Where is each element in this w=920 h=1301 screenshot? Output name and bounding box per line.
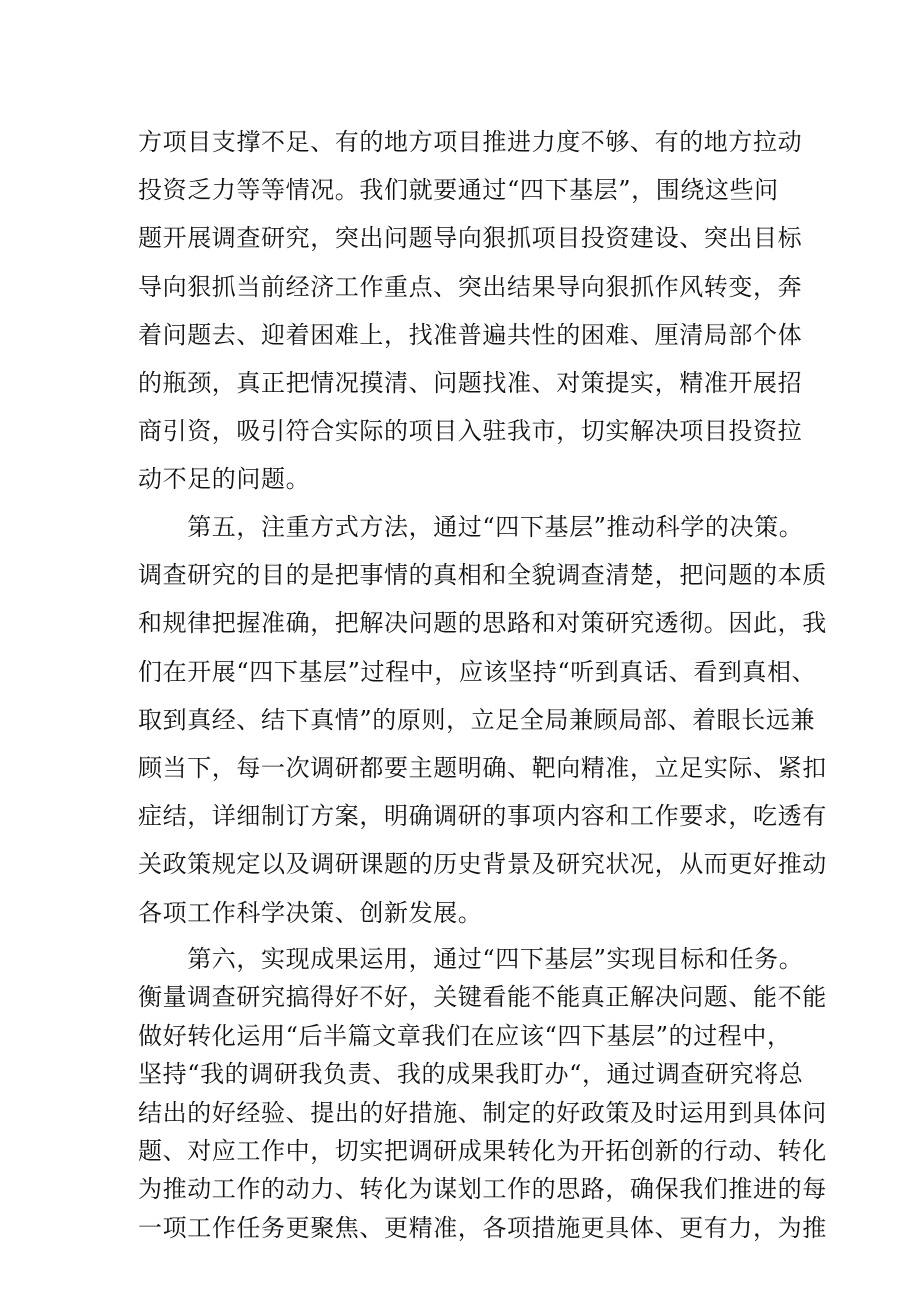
text-line: 第六，实现成果运用，通过“四下基层”实现目标和任务。 — [138, 945, 804, 973]
paragraph-sixth-point — [138, 940, 827, 1247]
text-line: 导向狠抓当前经济工作重点、突出结果导向狠抓作风转变，奔 — [138, 272, 803, 301]
text-line: 症结，详细制订方案，明确调研的事项内容和工作要求，吃透有 — [138, 802, 827, 831]
text-line: 第五，注重方式方法，通过“四下基层”推动科学的决策。 — [138, 513, 804, 541]
text-line: 各项工作科学决策、创新发展。 — [138, 898, 483, 927]
text-line: 做好转化运用“后半篇文章我们在应该“四下基层”的过程中， — [138, 1021, 792, 1050]
text-line: 为推动工作的动力、转化为谋划工作的思路，确保我们推进的每 — [138, 1175, 827, 1204]
text-line: 和规律把握准确，把解决问题的思路和对策研究透彻。因此，我 — [138, 609, 827, 638]
text-line: 顾当下，每一次调研都要主题明确、靶向精准，立足实际、紧扣 — [138, 754, 827, 783]
text-line: 们在开展“四下基层”过程中，应该坚持“听到真话、看到真相、 — [138, 657, 817, 686]
paragraph-project-investment — [138, 118, 802, 504]
text-line: 方项目支撑不足、有的地方项目推进力度不够、有的地方拉动 — [138, 128, 803, 156]
text-line: 着问题去、迎着困难上，找准普遍共性的困难、厘清局部个体 — [138, 320, 803, 349]
text-line: 取到真经、结下真情”的原则，立足全局兼顾局部、着眼长远兼 — [138, 705, 816, 734]
paragraph-fifth-point — [138, 503, 827, 937]
text-line: 结出的好经验、提出的好措施、制定的好政策及时运用到具体问 — [138, 1098, 827, 1127]
text-line: 的瓶颈，真正把情况摸清、问题找准、对策提实，精准开展招 — [138, 369, 803, 398]
text-line: 商引资，吸引符合实际的项目入驻我市，切实解决项目投资拉 — [138, 417, 803, 446]
text-line: 关政策规定以及调研课题的历史背景及研究状况，从而更好推动 — [138, 850, 827, 879]
text-line: 题、对应工作中，切实把调研成果转化为开拓创新的行动、转化 — [138, 1137, 827, 1166]
text-line: 投资乏力等等情况。我们就要通过“四下基层”，围绕这些问 — [138, 176, 779, 205]
text-line: 动不足的问题。 — [138, 465, 311, 494]
text-line: 衡量调查研究搞得好不好，关键看能不能真正解决问题、能不能 — [138, 983, 827, 1012]
text-line: 调查研究的目的是把事情的真相和全貌调查清楚，把问题的本质 — [138, 561, 827, 590]
text-line: 坚持“我的调研我负责、我的成果我盯办“，通过调查研究将总 — [138, 1060, 804, 1089]
text-line: 题开展调查研究，突出问题导向狠抓项目投资建设、突出目标 — [138, 224, 803, 253]
text-line: 一项工作任务更聚焦、更精准，各项措施更具体、更有力，为推 — [138, 1213, 827, 1242]
